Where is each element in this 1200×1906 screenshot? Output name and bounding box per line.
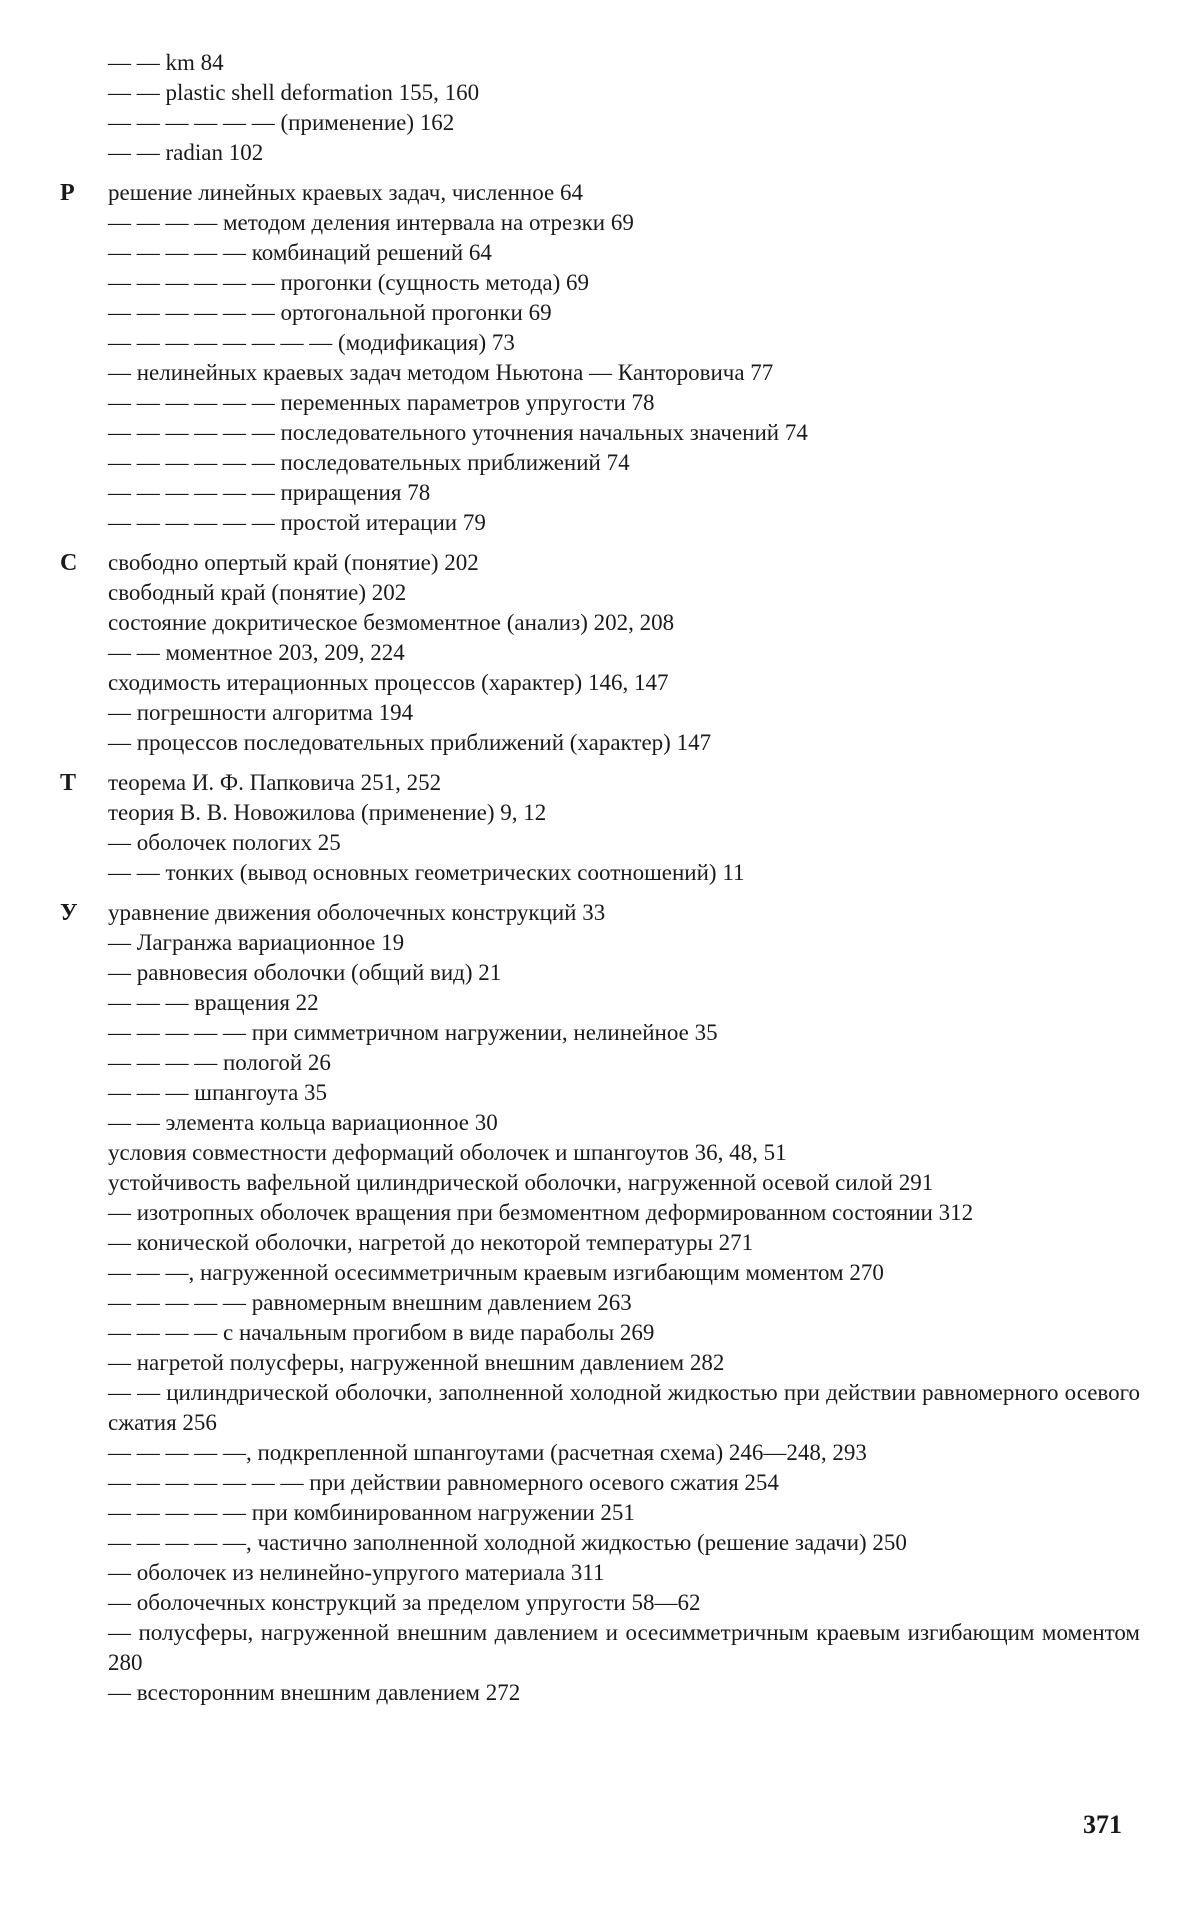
index-entry: — — — — — — — при действии равномерного осевого сжатия 254: [108, 1470, 779, 1495]
index-entry: — — элемента кольца вариационное 30: [108, 1110, 498, 1135]
index-entry: — — — шпангоута 35: [108, 1080, 328, 1105]
index-entry: теория В. В. Новожилова (применение) 9, 12: [108, 800, 547, 825]
index-entry: — нагретой полусферы, нагруженной внешним давлением 282: [108, 1350, 725, 1375]
index-entry: сходимость итерационных процессов (характер) 146, 147: [108, 670, 669, 695]
index-entry: — нелинейных краевых задач методом Ньютона — Канторовича 77: [108, 360, 774, 385]
index-entry: — равновесия оболочки (общий вид) 21: [108, 960, 502, 985]
index-entry: — всесторонним внешним давлением 272: [108, 1680, 521, 1705]
index-entry: — — — — — — (применение) 162: [108, 110, 455, 135]
index-entry: — — — — пологой 26: [108, 1050, 331, 1075]
index-entry: — — тонких (вывод основных геометрических соотношений) 11: [108, 860, 745, 885]
index-entry: — — — — — равномерным внешним давлением 263: [108, 1290, 632, 1315]
index-entry: — — — — —, подкрепленной шпангоутами (расчетная схема) 246—248, 293: [108, 1440, 867, 1465]
section-letter: У: [60, 900, 78, 926]
index-entry: — — — — — — последовательных приближений 74: [108, 450, 630, 475]
page-number: 371: [1083, 1810, 1122, 1839]
index-entry: — погрешности алгоритма 194: [108, 700, 414, 725]
index-entry: — — — — — — приращения 78: [108, 480, 431, 505]
index-entry: теорема И. Ф. Папковича 251, 252: [108, 770, 442, 795]
index-section-s: [60, 548, 1140, 758]
index-entry: условия совместности деформаций оболочек и шпангоутов 36, 48, 51: [108, 1140, 787, 1165]
index-entry: устойчивость вафельной цилиндрической оболочки, нагруженной осевой силой 291: [108, 1170, 934, 1195]
index-entry: свободный край (понятие) 202: [108, 580, 407, 605]
index-section-t: [60, 768, 1140, 888]
index-entry: свободно опертый край (понятие) 202: [108, 550, 479, 575]
index-entry: — — — — с начальным прогибом в виде параболы 269: [108, 1320, 655, 1345]
section-letter: С: [60, 550, 78, 576]
index-entry: — Лагранжа вариационное 19: [108, 930, 405, 955]
index-entry: уравнение движения оболочечных конструкций 33: [108, 900, 606, 925]
index-entry: — процессов последовательных приближений (характер) 147: [108, 730, 712, 755]
index-entry: — — radian 102: [108, 140, 264, 165]
index-entry: — — — — — — простой итерации 79: [108, 510, 486, 535]
index-section-r: [60, 178, 1140, 538]
index-entry: — — — — — — прогонки (сущность метода) 69: [108, 270, 590, 295]
index-entry: — оболочечных конструкций за пределом упругости 58—62: [108, 1590, 701, 1615]
index-entry: — — — — — при комбинированном нагружении 251: [108, 1500, 635, 1525]
index-entry: — — моментное 203, 209, 224: [108, 640, 405, 665]
index-section-continuation: [60, 48, 1140, 168]
index-section-u: [60, 898, 1140, 1708]
index-entry: — — plastic shell deformation 155, 160: [108, 80, 480, 105]
index-entry: — — — — — — переменных параметров упругости 78: [108, 390, 655, 415]
index-entry: — — цилиндрической оболочки, заполненной холодной жидкостью при действии равномерного осевого сжатия 256: [108, 1380, 1140, 1435]
section-letter: Р: [60, 180, 75, 206]
index-entry: — — — вращения 22: [108, 990, 319, 1015]
index-entry: состояние докритическое безмоментное (анализ) 202, 208: [108, 610, 675, 635]
section-letter: Т: [60, 770, 77, 796]
index-entry: — — — — — — ортогональной прогонки 69: [108, 300, 552, 325]
index-entry: — изотропных оболочек вращения при безмоментном деформированном состоянии 312: [108, 1200, 974, 1225]
index-entry: — — —, нагруженной осесимметричным краевым изгибающим моментом 270: [108, 1260, 884, 1285]
index-entry: — конической оболочки, нагретой до некоторой температуры 271: [108, 1230, 754, 1255]
index-entry: — оболочек из нелинейно-упругого материала 311: [108, 1560, 605, 1585]
index-entry: — — — — — — последовательного уточнения начальных значений 74: [108, 420, 808, 445]
index-entry: — — — — — при симметричном нагружении, нелинейное 35: [108, 1020, 718, 1045]
index-entry: — — — — — комбинаций решений 64: [108, 240, 492, 265]
subject-index: [60, 48, 1140, 1708]
index-entry: — — — — —, частично заполненной холодной жидкостью (решение задачи) 250: [108, 1530, 907, 1555]
index-entry: — полусферы, нагруженной внешним давлением и осесимметричным краевым изгибающим моментом 280: [108, 1620, 1140, 1675]
index-entry: решение линейных краевых задач, численное 64: [108, 180, 583, 205]
index-entry: — — km 84: [108, 50, 224, 75]
index-entry: — — — — методом деления интервала на отрезки 69: [108, 210, 634, 235]
index-entry: — — — — — — — — (модификация) 73: [108, 330, 515, 355]
index-entry: — оболочек пологих 25: [108, 830, 341, 855]
